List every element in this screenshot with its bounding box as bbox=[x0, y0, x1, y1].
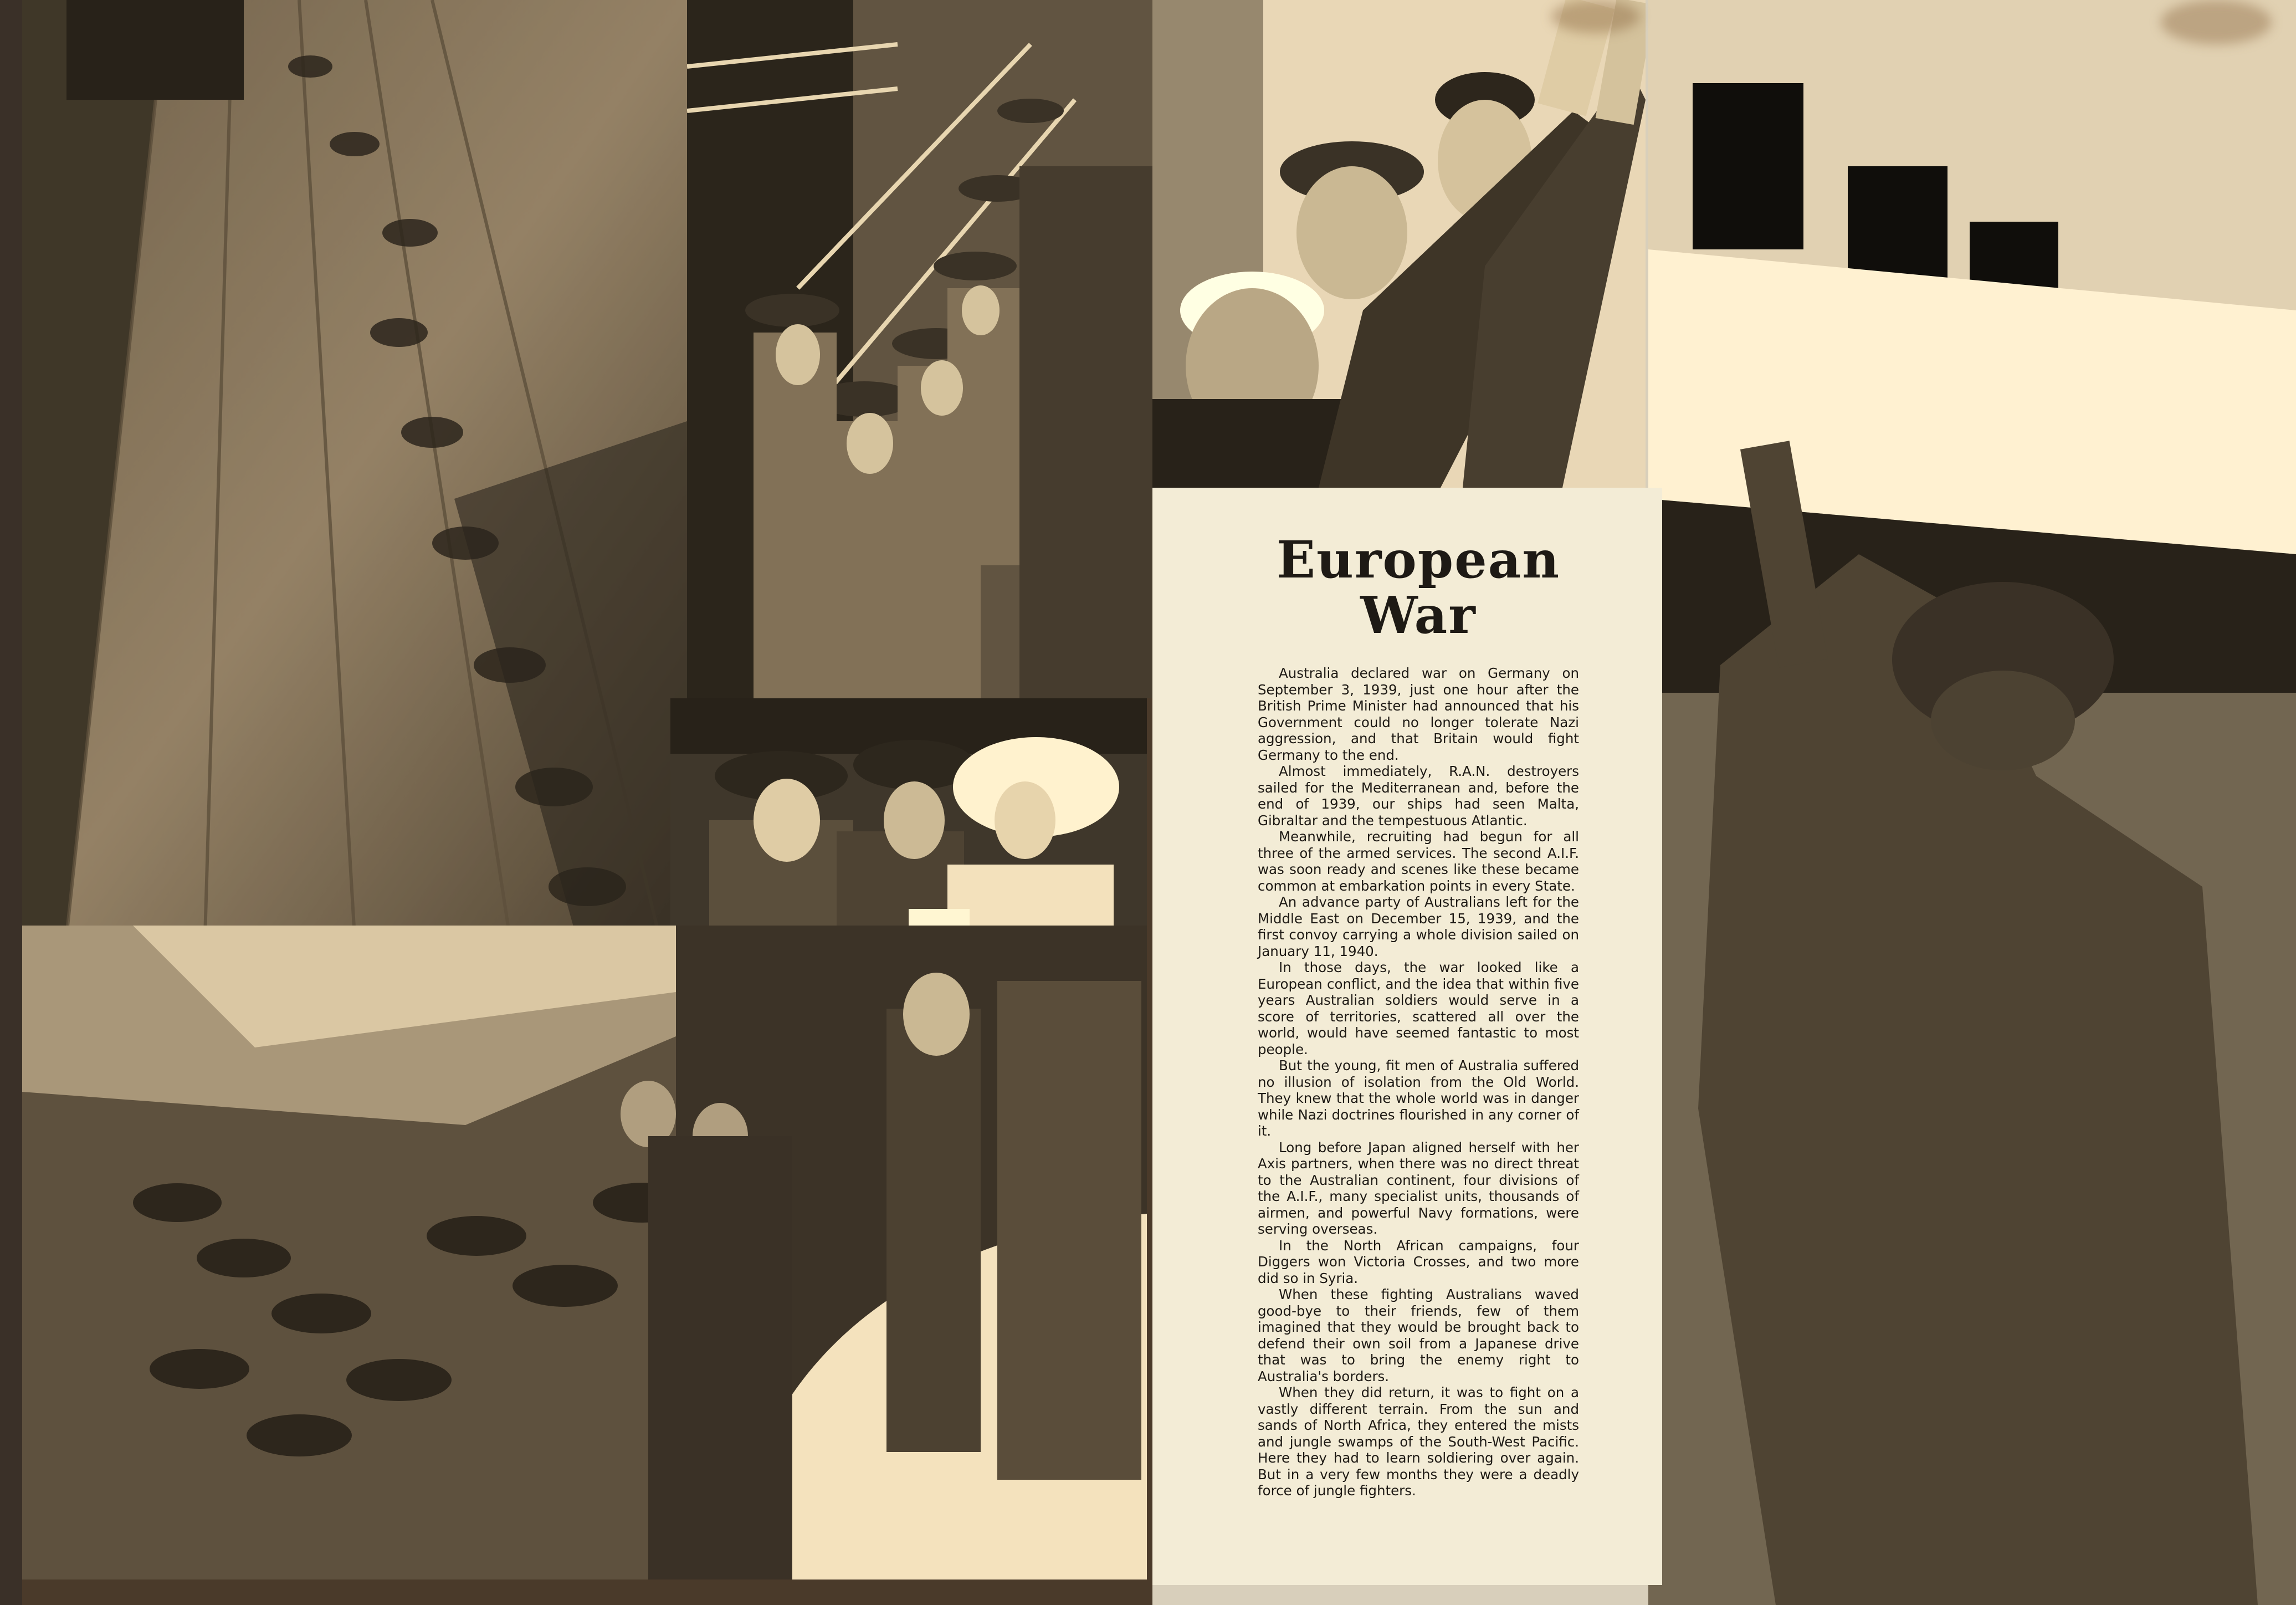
article-paragraph: In those days, the war looked like a European conflict, and the idea that within five years Australian soldiers would serve in a score of territories, scattered all over the world, would have seemed fantastic to most people. bbox=[1258, 959, 1579, 1057]
article-title-line1: European bbox=[1276, 530, 1561, 590]
article-paragraph: Long before Japan aligned herself with her Axis partners, when there was no direct threat to the Australian continent, four divisions of the A.I.F., many specialist units, thousands of airmen, and powerful Navy formations, were serving overseas. bbox=[1258, 1139, 1579, 1237]
photo-pier-troops bbox=[22, 0, 687, 937]
article-panel bbox=[1152, 488, 1662, 1585]
paper-stain bbox=[2161, 0, 2272, 44]
article-paragraph: But the young, fit men of Australia suffered no illusion of isolation from the Old World. They knew that the whole world was in danger while Nazi doctrines flourished in any corner of it. bbox=[1258, 1057, 1579, 1139]
article-paragraph: Australia declared war on Germany on September 3, 1939, just one hour after the British Prime Minister had announced that his Government could no longer tolerate Nazi aggression, and that Britain would fight Germany to the end. bbox=[1258, 665, 1579, 763]
article-title-line2: War bbox=[1360, 585, 1477, 645]
article-body bbox=[1258, 665, 1579, 1499]
article-paragraph: An advance party of Australians left for the Middle East on December 15, 1939, and the first convoy carrying a whole division sailed on January 11, 1940. bbox=[1258, 894, 1579, 959]
article-title bbox=[1258, 532, 1579, 643]
paper-stain bbox=[1551, 0, 1640, 33]
photo-waving-men bbox=[1152, 0, 1646, 488]
photo-troopship-deck bbox=[22, 926, 1147, 1580]
photo-gangway-soldiers bbox=[687, 0, 1152, 698]
article-paragraph: Almost immediately, R.A.N. destroyers sailed for the Mediterranean and, before the end of 1939, our ships had seen Malta, Gibraltar and the tempestuous Atlantic. bbox=[1258, 763, 1579, 829]
article-paragraph: Meanwhile, recruiting had begun for all three of the armed services. The second A.I.F. was soon ready and scenes like these became common at embarkation points in every State. bbox=[1258, 829, 1579, 894]
article-paragraph: When they did return, it was to fight on a vastly different terrain. From the sun and sands of North Africa, they entered the mists and jungle swamps of the South-West Pacific. Here they had to learn soldiering over again. But in a very few months they were a deadly force of jungle fighters. bbox=[1258, 1384, 1579, 1499]
article-paragraph: In the North African campaigns, four Diggers won Victoria Crosses, and two more did so in Syria. bbox=[1258, 1237, 1579, 1286]
article-paragraph: When these fighting Australians waved good-bye to their friends, few of them imagined that they would be brought back to defend their own soil from a Japanese drive that was to bring the enemy right to Australia's borders. bbox=[1258, 1286, 1579, 1384]
photo-liner-farewell bbox=[1648, 0, 2296, 1605]
